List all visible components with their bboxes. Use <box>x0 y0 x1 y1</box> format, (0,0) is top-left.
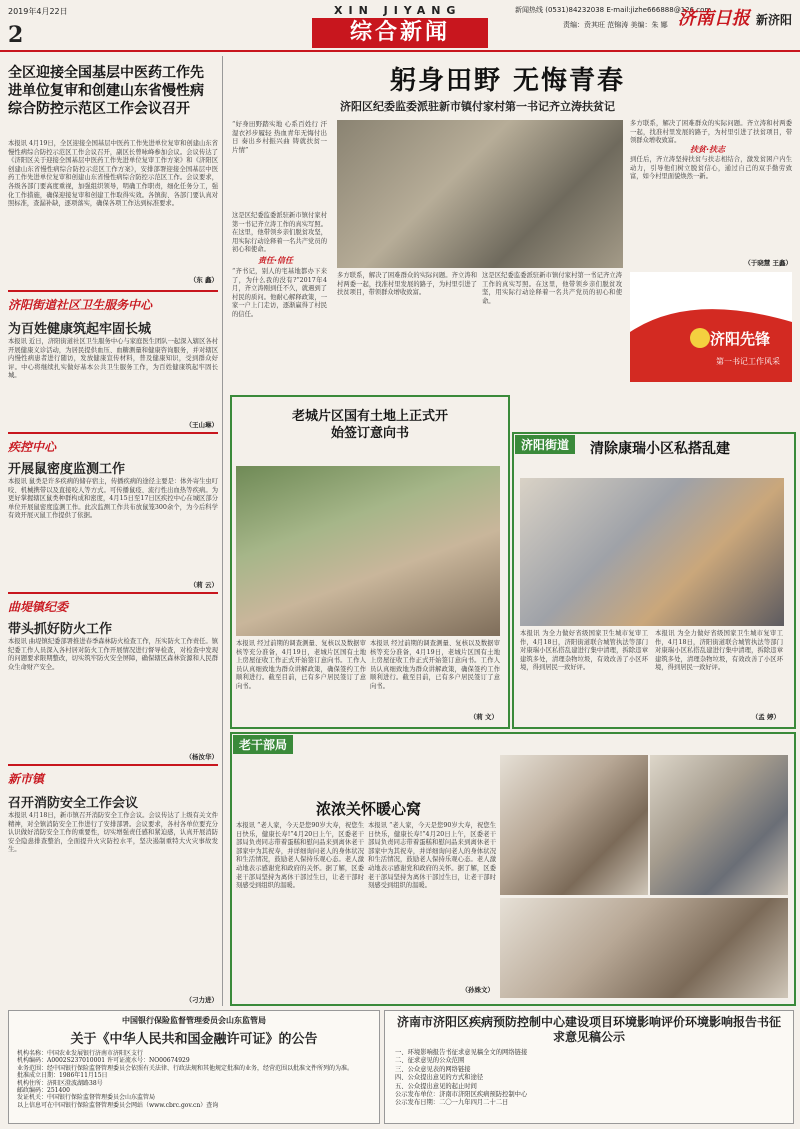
article-byline: （杨汝华） <box>185 753 218 761</box>
page-number: 2 <box>8 22 24 48</box>
article-byline: （孙姝文） <box>461 986 494 994</box>
column-divider <box>222 56 223 1006</box>
ad-line: 公示发布日期：二〇一九年四月二十二日 <box>395 1099 509 1107</box>
article-title: 清除康瑞小区私搭乱建 <box>590 441 730 457</box>
article-photo <box>500 898 788 998</box>
newspaper-logo <box>678 4 792 30</box>
article-byline: （刁力进） <box>185 996 218 1004</box>
feature-body: 这是区纪委监委派驻新市镇付家村第一书记齐立涛工作的真实写照。在这里，他带领乡亲们脱贫攻坚，用实际行动诠释着一名共产党员的初心和使命。 <box>232 212 327 254</box>
article-photo <box>520 478 784 626</box>
feature-byline: （于晓慧 王鑫） <box>744 259 792 267</box>
ad-line: 公示发布单位：济南市济阳区疾病预防控制中心 <box>395 1091 528 1099</box>
section-tag: 新市镇 <box>8 772 45 786</box>
logo-text: 济南日报 <box>677 8 750 29</box>
feature-poem: “好身田野踏实地 心系百姓行 汗湿衣衫步履轻 热血青年无悔付出日 奏出乡村振兴曲 铸就扶贫一片情” <box>232 120 327 154</box>
ad-line: 二、征求意见的公众范围 <box>395 1057 465 1065</box>
ad-line: 四、公众提出意见的方式和途径 <box>395 1074 484 1082</box>
divider <box>8 592 218 594</box>
section-tag: 济阳街道 <box>515 435 575 454</box>
divider <box>8 290 218 292</box>
feature-photo <box>337 120 623 268</box>
ad-line: 邮政编码：251400 <box>17 1087 70 1095</box>
ad-line: 机构住所：济阳区澄波湖路38号 <box>17 1079 103 1087</box>
ad-line: 三、公众意见表的网络链接 <box>395 1065 471 1073</box>
feature-headline: 躬身田野 无悔青春 <box>390 66 626 96</box>
article-photo <box>650 755 788 895</box>
article-title: 浓浓关怀暖心窝 <box>316 800 422 818</box>
contact-line: 新闻热线 (0531)84232038 E-mail:jizhe666888@126.com <box>515 6 712 14</box>
article-body: 本报讯 鼠类是许多疾病的储存宿主，传播疾病的途径主要是：体外寄生虫叮咬、机械携带以及直接咬人等方式。可传播鼠疫、流行性出血热等疾病。为更好掌握辖区鼠类种群构成和密度，4月15日至17日区疾控中心在城区部分单位开展鼠密度监测工作。此次监测工作共布放鼠笼300余个，为今后科学有效开展灭鼠工作提供了依据。 <box>8 478 218 520</box>
article-body: 本报讯 近日，济阳街道社区卫生服务中心与家庭医生团队一起深入辖区各村开展健康义诊活动，为居民提供血压、血糖测量和健康咨询服务，并对辖区内慢性病患者进行随访，发放健康宣传材料，普及健康知识，受到群众好评。中心将继续扎实做好基本公共卫生服务工作，为百姓健康筑起牢固长城。 <box>8 338 218 380</box>
lead-headline: 全区迎接全国基层中医药工作先进单位复审和创建山东省慢性病综合防控示范区工作会议召开 <box>8 65 204 117</box>
ad-line: 机构名称：中国农业发展银行济南市济阳区支行 <box>17 1050 144 1057</box>
article-body: 本报讯 “老人家，今天是您90岁大寿，祝您生日快乐，健康长寿!”4月20日上午，区委老干部局负责同志带着蛋糕和慰问品来到离休老干部家中为其祝寿，并详细询问老人的身体状况和生活情况，鼓励老人保持乐观心态。老人激动地表示感谢党和政府的关怀。据了解，区委老干部局坚持为离休干部过生日，让老干部时刻感受到组织的温暖。 <box>236 822 364 890</box>
feature-subtitle: 济阳区纪委监委派驻新市镇付家村第一书记齐立涛扶贫记 <box>340 100 615 113</box>
feature-subhead: 责任·信任 <box>258 256 294 265</box>
section-tag: 疾控中心 <box>8 440 57 454</box>
article-byline: （王山琳） <box>185 421 218 429</box>
article-title: 为百姓健康筑起牢固长城 <box>8 322 152 337</box>
feature-body: “齐书记，别人的宅基地都办下来了，为什么我的没有?”2017年4月，齐立涛刚到任不久，就遇到了村民的质问。他耐心解释政策，一家一户上门走访，逐渐赢得了村民的信任。 <box>232 268 327 318</box>
feature-body: 到任后，齐立涛坚持扶贫与扶志相结合，激发贫困户内生动力，引导他们树立脱贫信心，通过自己的双手勤劳致富，如今村里面貌焕然一新。 <box>630 156 792 181</box>
section-tag: 老干部局 <box>233 735 293 754</box>
article-title: 带头抓好防火工作 <box>8 622 113 637</box>
ad-line: 以上信息可在中国银行保险监督管理委员会网站（www.cbrc.gov.cn）查询 <box>17 1101 219 1109</box>
article-body: 本报讯 经过前期的调查测量、复核以及数据审核等充分准备，4月19日，老城片区国有土地上房屋征收工作正式开始签订意向书。工作人员认真细致地为群众讲解政策，确保签约工作顺利进行。截至目前，已有多户居民签订了意向书。 <box>236 640 366 690</box>
article-body: 本报讯 为全力做好省级国家卫生城市复审工作，4月18日，济阳街道联合城管执法等部门对康瑞小区私搭乱建进行集中清理，拆除违章建筑多处，清理杂物垃圾，有效改善了小区环境，得到居民一致好评。 <box>655 630 783 672</box>
feature-body: 多方联系，解决了困难群众的实际问题。齐立涛和村两委一起，找准村里发展的路子，为村里引进了扶贫项目，带领群众增收致富。 <box>337 272 477 297</box>
divider <box>8 764 218 766</box>
article-title: 召开消防安全工作会议 <box>8 796 139 811</box>
feature-body: 多方联系，解决了困难群众的实际问题。齐立涛和村两委一起，找准村里发展的路子，为村里引进了扶贫项目，带领群众增收致富。 <box>630 120 792 145</box>
feature-subhead: 扶贫·扶志 <box>690 145 726 154</box>
ad-title: 济南市济阳区疾病预防控制中心建设项目环境影响评价环境影响报告书征求意见稿公示 <box>396 1015 781 1044</box>
article-body: 本报讯 “老人家，今天是您90岁大寿，祝您生日快乐，健康长寿!”4月20日上午，区委老干部局负责同志带着蛋糕和慰问品来到离休老干部家中为其祝寿，并详细询问老人的身体状况和生活情况，鼓励老人保持乐观心态。老人激动地表示感谢党和政府的关怀。据了解，区委老干部局坚持为离休干部过生日，让老干部时刻感受到组织的温暖。 <box>368 822 496 890</box>
article-body: 本报讯 为全力做好省级国家卫生城市复审工作，4月18日，济阳街道联合城管执法等部门对康瑞小区私搭乱建进行集中清理，拆除违章建筑多处，清理杂物垃圾，有效改善了小区环境，得到居民一致好评。 <box>520 630 648 672</box>
ad-line: 机构编码：A0002S237010001 许可证流水号：NO00674929 <box>17 1057 190 1065</box>
lead-byline: （东 鑫） <box>189 276 218 284</box>
article-photo <box>236 466 500 636</box>
section-tag: 曲堤镇纪委 <box>8 600 69 614</box>
pioneer-subtitle: 第一书记工作风采 <box>716 357 780 366</box>
article-byline: （孟 婷） <box>751 713 780 721</box>
article-title: 开展鼠密度监测工作 <box>8 462 126 477</box>
ad-title: 关于《中华人民共和国金融许可证》的公告 <box>70 1032 318 1047</box>
ad-line: 业务范围：经中国银行保险监督管理委员会依照有关法律、行政法规和其他规定批准的业务，经营范围以批准文件所列的为准。 <box>17 1064 354 1072</box>
article-byline: （莉 文） <box>469 713 498 721</box>
staff-line: 责编：贲其旺 范锦涛 美编：朱 娜 <box>563 21 668 29</box>
issue-date: 2019年4月22日 <box>8 7 68 16</box>
party-emblem-graphic <box>630 272 792 382</box>
ad-org: 中国银行保险监督管理委员会山东监管局 <box>122 1016 266 1025</box>
article-title: 老城片区国有土地上正式开始签订意向书 <box>291 409 448 441</box>
ad-line: 一、环境影响报告书征求意见稿全文的网络链接 <box>395 1049 528 1056</box>
logo-sub: 新济阳 <box>755 13 792 27</box>
article-body: 本报讯 4月18日，新市镇召开消防安全工作会议。会议传达了上级有关文件精神，对全镇消防安全工作进行了安排部署。会议要求，各村各单位要充分认识做好消防安全工作的重要性，切实增强责任感和紧迫感，认真开展消防安全隐患排查整治，全面提升火灾防控水平，坚决遏制重特大火灾事故发生。 <box>8 812 218 854</box>
article-photo <box>500 755 648 895</box>
ad-line: 批准成立日期：1986年11月15日 <box>17 1072 108 1080</box>
pioneer-title: 济阳先锋 <box>710 330 771 348</box>
divider <box>8 432 218 434</box>
pioneer-box <box>630 272 792 382</box>
ad-line: 发证机关：中国银行保险监督管理委员会山东监管局 <box>17 1094 156 1102</box>
lead-body: 本报讯 4月19日，全区迎接全国基层中医药工作先进单位复审和创建山东省慢性病综合防控示范区工作会议召开，副区长曾咏峰参加会议。会议传达了《济阳区关于迎接全国基层中医药工作先进单位复审工作方案》和《济阳区创建山东省慢性病综合防控示范区工作方案》，安排部署迎接全国基层中医药工作先进单位复审和创建山东省慢性病综合防控示范区工作。会议要求，各级各部门要高度重视，加强组织领导，明确工作职责，细化任务分工，强化工作措施，确保迎接复审和创建工作取得实效。各镇街、各部门要认真对照标准，查漏补缺，逐项落实，确保各项工作达到标准要求。 <box>8 140 218 208</box>
article-body: 本报讯 曲堤镇纪委部署推进春季森林防火检查工作，压实防火工作责任。镇纪委工作人员深入各村居对防火工作开展情况进行督导检查，对检查中发现的问题要求限期整改，切实筑牢防火安全屏障，确保辖区森林资源和人民群众生命财产安全。 <box>8 638 218 671</box>
article-byline: （莉 云） <box>189 581 218 589</box>
section-banner: 综合新闻 <box>312 18 488 48</box>
edition-name: XIN JIYANG <box>334 4 462 17</box>
header-rule <box>0 50 800 52</box>
feature-body: 这是区纪委监委派驻新市镇付家村第一书记齐立涛工作的真实写照。在这里，他带领乡亲们脱贫攻坚，用实际行动诠释着一名共产党员的初心和使命。 <box>482 272 622 305</box>
ad-env-notice <box>384 1010 794 1124</box>
article-body: 本报讯 经过前期的调查测量、复核以及数据审核等充分准备，4月19日，老城片区国有土地上房屋征收工作正式开始签订意向书。工作人员认真细致地为群众讲解政策，确保签约工作顺利进行。截至目前，已有多户居民签订了意向书。 <box>370 640 500 690</box>
section-tag: 济阳街道社区卫生服务中心 <box>8 298 153 312</box>
ad-line: 五、公众提出意见的起止时间 <box>395 1082 477 1090</box>
ad-bank-license <box>8 1010 380 1124</box>
